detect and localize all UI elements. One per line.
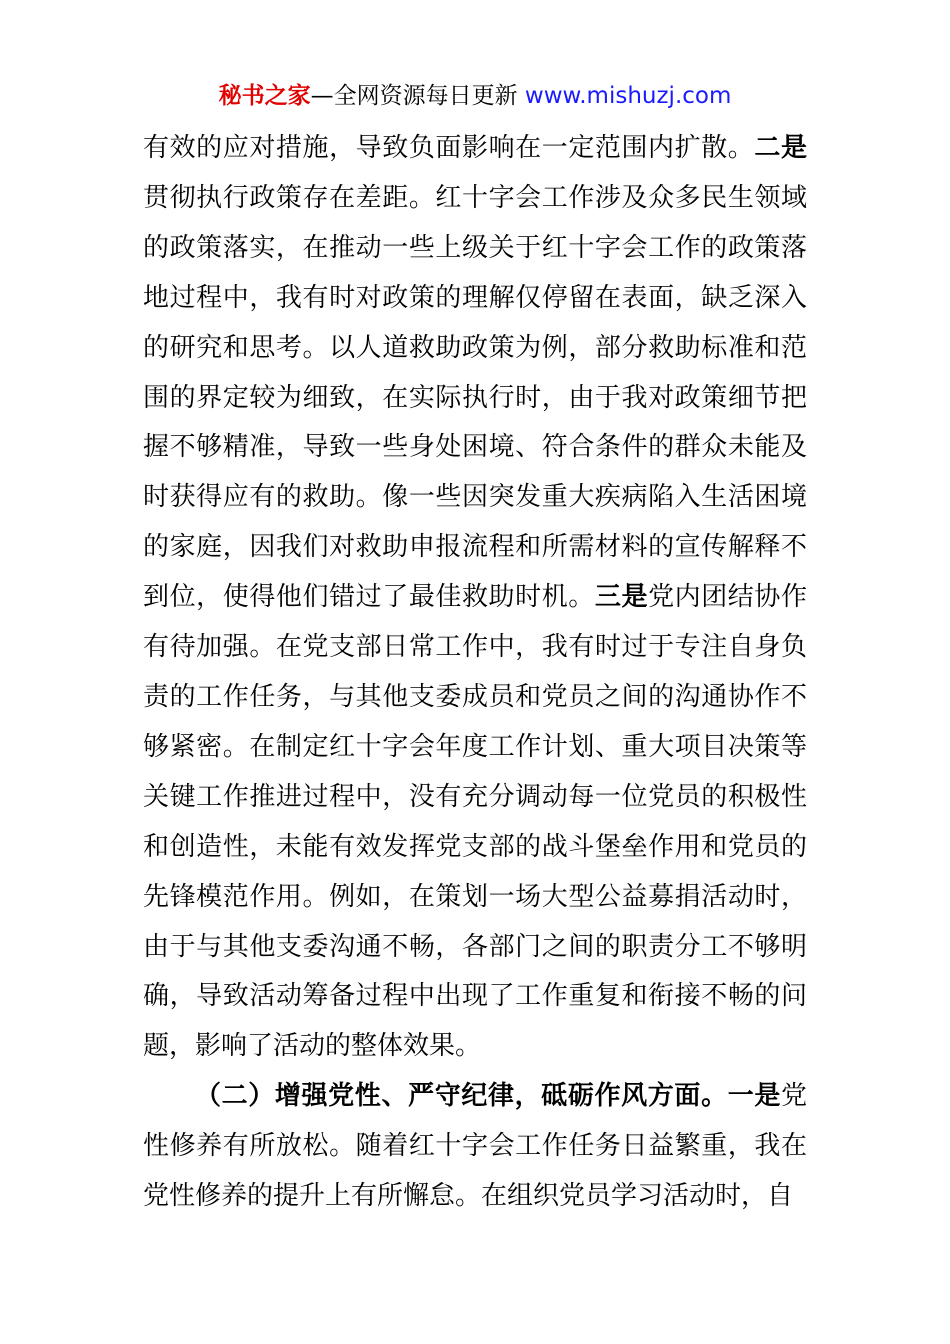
paragraph-1 <box>143 124 807 1072</box>
paragraph-2 <box>143 1072 807 1222</box>
site-url[interactable]: www.mishuzj.com <box>524 83 732 109</box>
watermark-header <box>0 80 950 112</box>
text-run: 党性修养有所放松。随着红十字会工作任务日益繁重，我在党性修养的提升上有所懈怠。在组织党员学习活动时，自 <box>143 1081 807 1212</box>
text-run: 党内团结协作有待加强。在党支部日常工作中，我有时过于专注自身负责的工作任务，与其他支委成员和党员之间的沟通协作不够紧密。在制定红十字会年度工作计划、重大项目决策等关键工作推进过程中，没有充分调动每一位党员的积极性和创造性，未能有效发挥党支部的战斗堡垒作用和党员的先锋模范作用。例如，在策划一场大型公益募捐活动时，由于与其他支委沟通不畅，各部门之间的职责分工不够明确，导致活动筹备过程中出现了工作重复和衔接不畅的问题，影响了活动的整体效果。 <box>143 582 807 1062</box>
section-heading-run: （二）增强党性、严守纪律，砥砺作风方面。一是 <box>195 1081 781 1112</box>
text-run: 有效的应对措施，导致负面影响在一定范围内扩散。 <box>143 133 755 163</box>
brand-name: 秘书之家 <box>218 83 311 109</box>
bold-run: 三是 <box>594 582 649 613</box>
header-tagline: —全网资源每日更新 <box>310 83 525 109</box>
bold-run: 二是 <box>754 133 807 163</box>
document-body <box>143 124 807 1222</box>
text-run: 贯彻执行政策存在差距。红十字会工作涉及众多民生领域的政策落实，在推动一些上级关于红十字会工作的政策落地过程中，我有时对政策的理解仅停留在表面，缺乏深入的研究和思考。以人道救助政策为例，部分救助标准和范围的界定较为细致，在实际执行时，由于我对政策细节把握不够精准，导致一些身处困境、符合条件的群众未能及时获得应有的救助。像一些因突发重大疾病陷入生活困境的家庭，因我们对救助申报流程和所需材料的宣传解释不到位，使得他们错过了最佳救助时机。 <box>143 182 807 613</box>
